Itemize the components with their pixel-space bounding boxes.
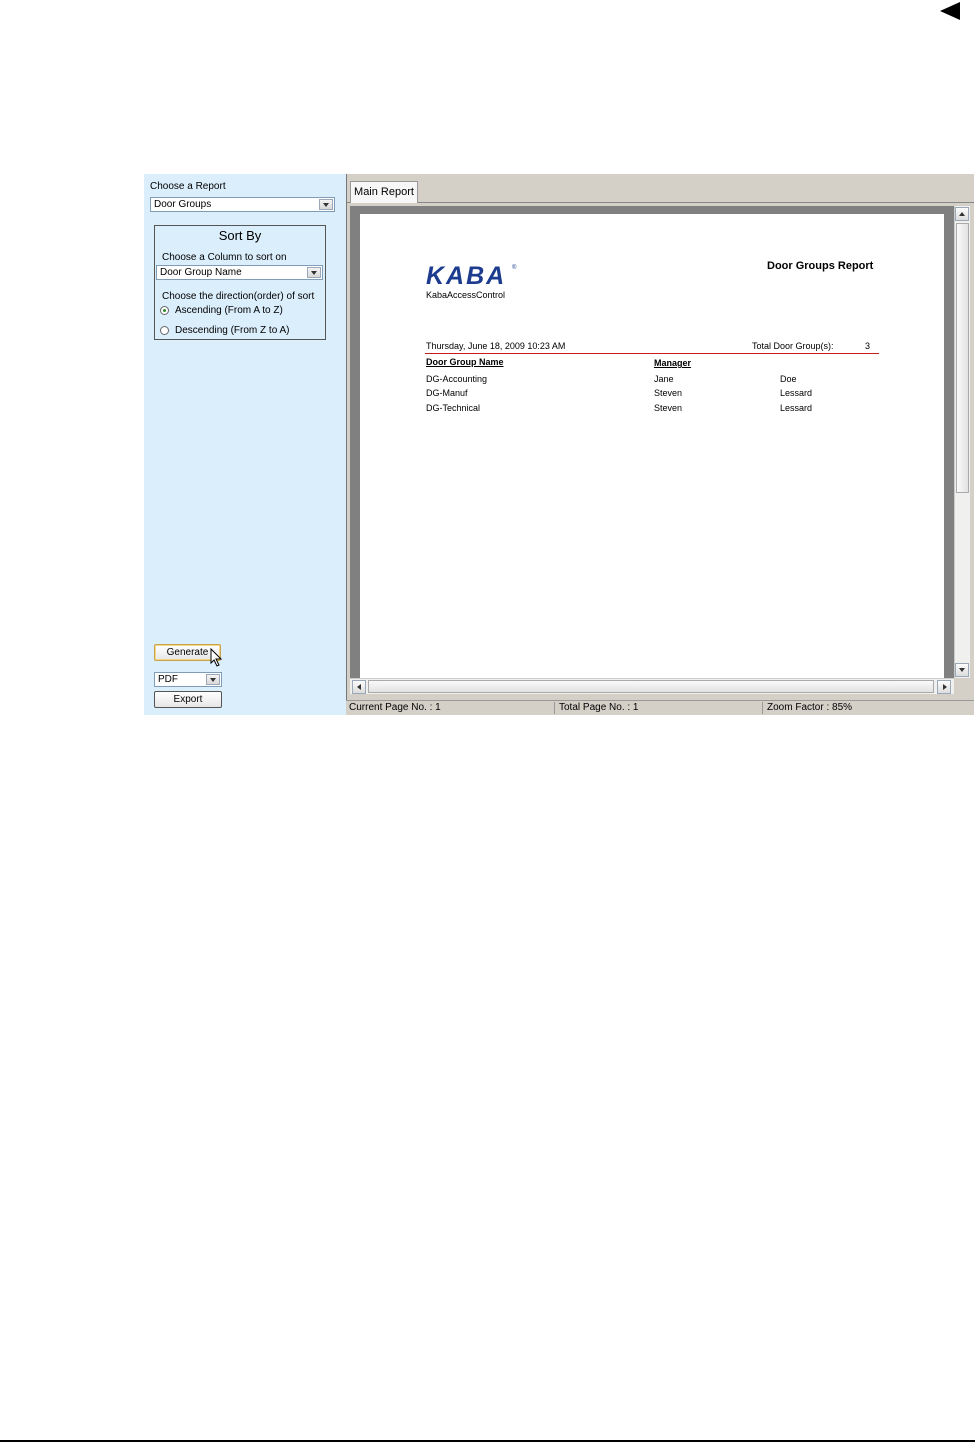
horizontal-scroll-thumb[interactable] [368,680,934,693]
row-name: DG-Technical [426,403,481,413]
report-select-value: Door Groups [154,199,212,210]
tab-main-report[interactable]: Main Report [350,181,418,203]
horizontal-scrollbar[interactable] [350,678,954,694]
sort-by-group [154,225,326,340]
scroll-right-icon[interactable] [937,680,951,694]
status-bar [346,700,974,715]
sort-column-select[interactable] [156,265,323,280]
row-manager-last: Lessard [780,388,813,398]
sort-direction-label: Choose the direction(order) of sort [162,291,315,302]
scroll-up-icon[interactable] [955,207,969,221]
registered-mark: ® [512,265,517,271]
export-format-select[interactable] [154,672,222,687]
column-header-manager: Manager [654,358,692,368]
mouse-cursor-icon [210,648,224,668]
descending-label[interactable]: Descending (From Z to A) [175,325,290,336]
row-name: DG-Accounting [426,374,488,384]
vertical-scrollbar[interactable] [954,206,970,678]
chevron-down-icon[interactable] [206,674,220,685]
scroll-left-icon[interactable] [352,680,366,694]
kaba-logo: KABA [426,262,507,290]
row-manager-first: Jane [654,374,674,384]
scroll-down-icon[interactable] [955,663,969,677]
row-manager-last: Lessard [780,403,813,413]
row-manager-first: Steven [654,388,683,398]
status-divider [554,702,555,714]
vertical-scroll-thumb[interactable] [956,223,969,493]
generate-button[interactable]: Generate [154,644,221,661]
report-select[interactable] [150,197,335,212]
sort-column-label: Choose a Column to sort on [162,252,287,263]
report-title: Door Groups Report [767,260,874,272]
row-name: DG-Manuf [426,388,468,398]
status-divider [762,702,763,714]
export-format-value: PDF [158,674,178,685]
page-bottom-rule [0,1440,975,1442]
total-value: 3 [865,341,871,351]
logo-subtitle: KabaAccessControl [426,290,506,300]
descending-radio[interactable] [160,326,169,335]
sort-column-value: Door Group Name [160,267,242,278]
chevron-down-icon[interactable] [319,199,333,210]
export-button[interactable]: Export [154,691,222,708]
report-date: Thursday, June 18, 2009 10:23 AM [426,341,566,351]
total-label: Total Door Group(s): [752,341,834,351]
row-manager-last: Doe [780,374,797,384]
choose-report-label: Choose a Report [150,181,226,192]
ascending-label[interactable]: Ascending (From A to Z) [175,305,283,316]
current-page-status: Current Page No. : 1 [349,702,441,713]
total-page-status: Total Page No. : 1 [559,702,639,713]
sort-by-title: Sort By [218,228,262,243]
back-arrow-icon[interactable] [940,2,960,20]
column-header-name: Door Group Name [426,357,504,367]
row-manager-first: Steven [654,403,683,413]
header-divider [425,353,879,354]
ascending-radio[interactable] [160,306,169,315]
tab-strip-divider [347,202,974,203]
chevron-down-icon[interactable] [307,267,321,278]
zoom-status: Zoom Factor : 85% [767,702,853,713]
